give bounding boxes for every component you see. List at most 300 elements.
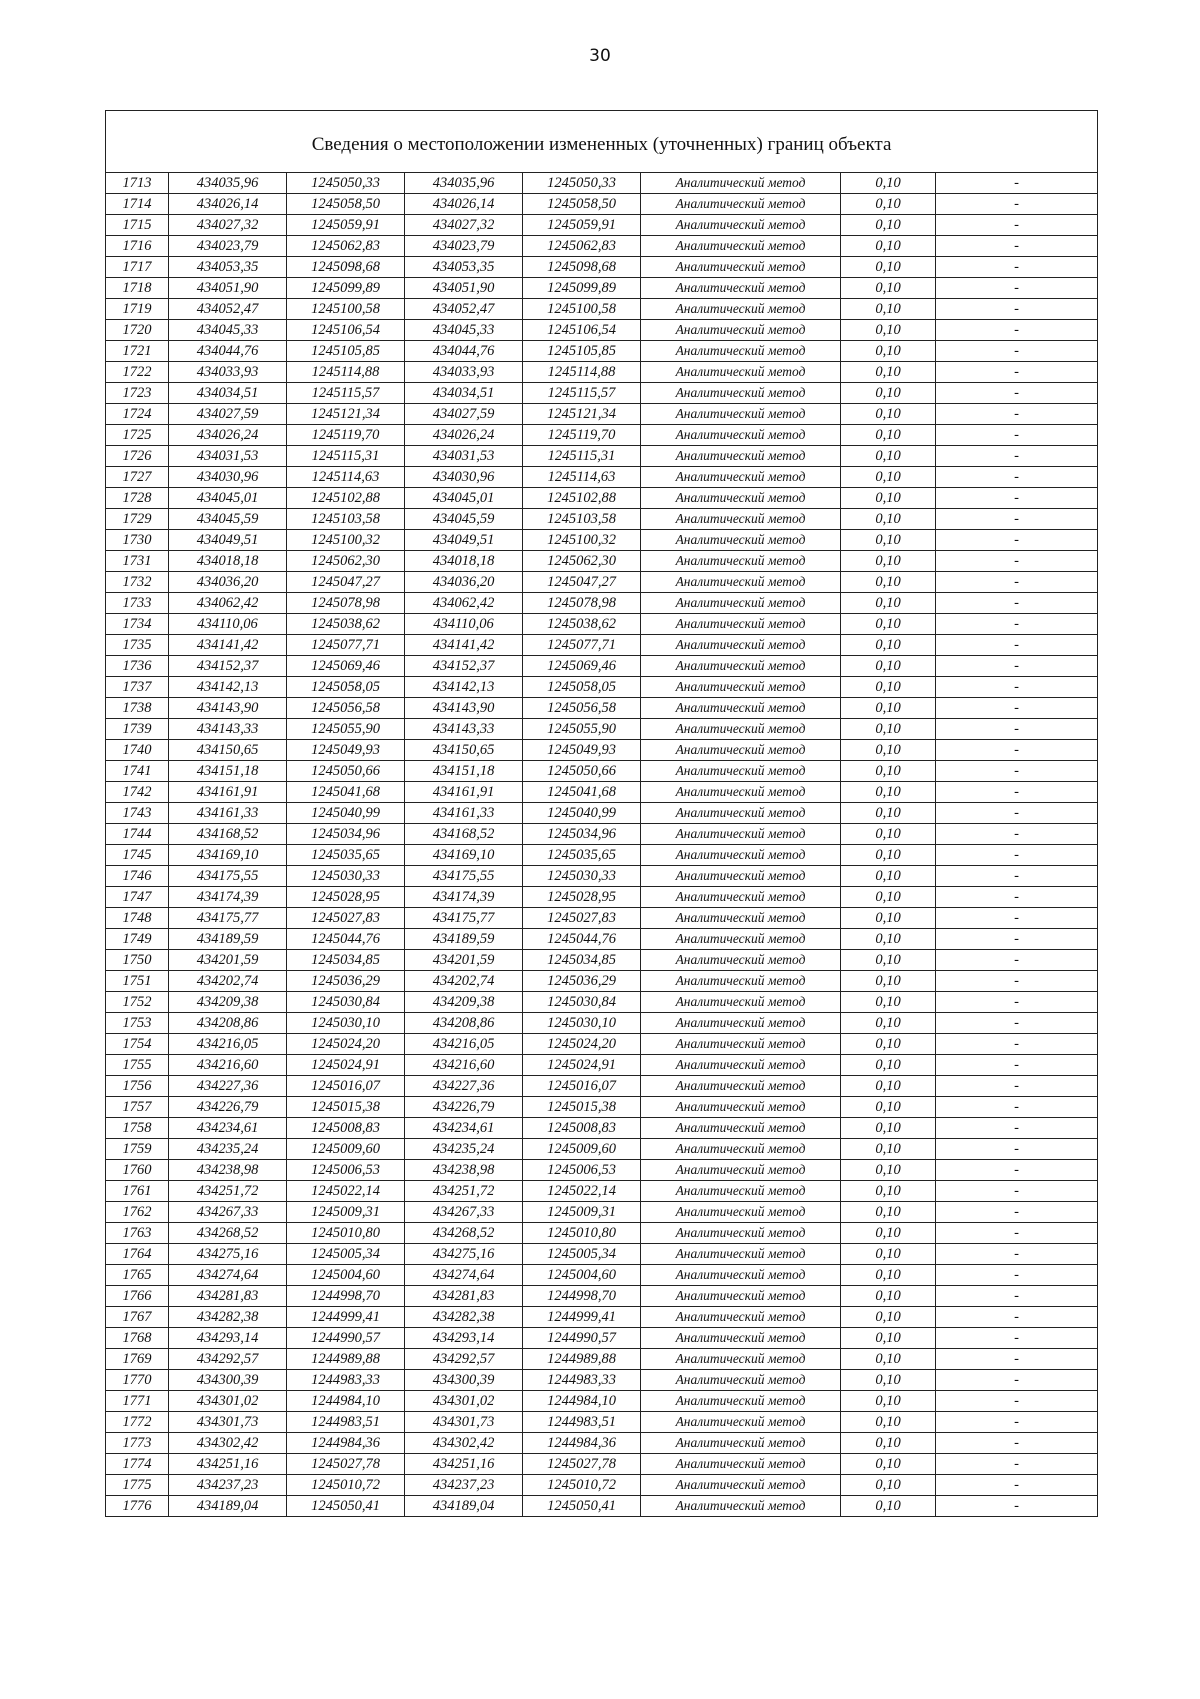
x-existing-cell: 434189,04 <box>169 1496 287 1517</box>
table-row <box>106 593 1098 614</box>
y-new-cell: 1245050,66 <box>523 761 641 782</box>
y-existing-cell: 1245004,60 <box>287 1265 405 1286</box>
x-existing-cell: 434302,42 <box>169 1433 287 1454</box>
point-number-cell: 1755 <box>106 1055 169 1076</box>
x-existing-cell: 434023,79 <box>169 236 287 257</box>
x-existing-cell: 434282,38 <box>169 1307 287 1328</box>
x-existing-cell: 434051,90 <box>169 278 287 299</box>
method-cell: Аналитический метод <box>641 1433 841 1454</box>
description-cell: - <box>936 719 1098 740</box>
accuracy-cell: 0,10 <box>841 845 936 866</box>
point-number-cell: 1760 <box>106 1160 169 1181</box>
accuracy-cell: 0,10 <box>841 1118 936 1139</box>
point-number-cell: 1744 <box>106 824 169 845</box>
point-number-cell: 1776 <box>106 1496 169 1517</box>
y-new-cell: 1245005,34 <box>523 1244 641 1265</box>
description-cell: - <box>936 1097 1098 1118</box>
x-new-cell: 434062,42 <box>405 593 523 614</box>
point-number-cell: 1737 <box>106 677 169 698</box>
table-row <box>106 530 1098 551</box>
accuracy-cell: 0,10 <box>841 341 936 362</box>
method-cell: Аналитический метод <box>641 740 841 761</box>
y-existing-cell: 1245006,53 <box>287 1160 405 1181</box>
table-row <box>106 1349 1098 1370</box>
y-existing-cell: 1245121,34 <box>287 404 405 425</box>
point-number-cell: 1767 <box>106 1307 169 1328</box>
description-cell: - <box>936 929 1098 950</box>
y-new-cell: 1244983,33 <box>523 1370 641 1391</box>
table-row <box>106 257 1098 278</box>
y-new-cell: 1245038,62 <box>523 614 641 635</box>
description-cell: - <box>936 824 1098 845</box>
table-row <box>106 383 1098 404</box>
x-existing-cell: 434045,01 <box>169 488 287 509</box>
description-cell: - <box>936 992 1098 1013</box>
x-existing-cell: 434301,73 <box>169 1412 287 1433</box>
accuracy-cell: 0,10 <box>841 824 936 845</box>
accuracy-cell: 0,10 <box>841 236 936 257</box>
description-cell: - <box>936 1265 1098 1286</box>
method-cell: Аналитический метод <box>641 1223 841 1244</box>
x-existing-cell: 434151,18 <box>169 761 287 782</box>
y-existing-cell: 1245030,10 <box>287 1013 405 1034</box>
x-new-cell: 434030,96 <box>405 467 523 488</box>
method-cell: Аналитический метод <box>641 1160 841 1181</box>
x-existing-cell: 434161,33 <box>169 803 287 824</box>
y-new-cell: 1245006,53 <box>523 1160 641 1181</box>
y-existing-cell: 1244998,70 <box>287 1286 405 1307</box>
y-existing-cell: 1245024,20 <box>287 1034 405 1055</box>
method-cell: Аналитический метод <box>641 1139 841 1160</box>
accuracy-cell: 0,10 <box>841 614 936 635</box>
accuracy-cell: 0,10 <box>841 1265 936 1286</box>
y-existing-cell: 1245016,07 <box>287 1076 405 1097</box>
table-row <box>106 1307 1098 1328</box>
accuracy-cell: 0,10 <box>841 551 936 572</box>
y-existing-cell: 1244999,41 <box>287 1307 405 1328</box>
page-number: 30 <box>589 46 611 66</box>
description-cell: - <box>936 194 1098 215</box>
table-row <box>106 1076 1098 1097</box>
x-new-cell: 434151,18 <box>405 761 523 782</box>
description-cell: - <box>936 425 1098 446</box>
y-new-cell: 1245022,14 <box>523 1181 641 1202</box>
point-number-cell: 1765 <box>106 1265 169 1286</box>
x-new-cell: 434026,14 <box>405 194 523 215</box>
description-cell: - <box>936 1286 1098 1307</box>
y-new-cell: 1245121,34 <box>523 404 641 425</box>
point-number-cell: 1730 <box>106 530 169 551</box>
point-number-cell: 1716 <box>106 236 169 257</box>
x-existing-cell: 434169,10 <box>169 845 287 866</box>
point-number-cell: 1722 <box>106 362 169 383</box>
method-cell: Аналитический метод <box>641 446 841 467</box>
accuracy-cell: 0,10 <box>841 782 936 803</box>
x-new-cell: 434175,77 <box>405 908 523 929</box>
table-row <box>106 404 1098 425</box>
point-number-cell: 1743 <box>106 803 169 824</box>
x-existing-cell: 434034,51 <box>169 383 287 404</box>
y-existing-cell: 1245028,95 <box>287 887 405 908</box>
method-cell: Аналитический метод <box>641 614 841 635</box>
y-new-cell: 1244984,36 <box>523 1433 641 1454</box>
method-cell: Аналитический метод <box>641 656 841 677</box>
x-new-cell: 434227,36 <box>405 1076 523 1097</box>
table-caption-row <box>106 111 1098 173</box>
x-existing-cell: 434027,59 <box>169 404 287 425</box>
accuracy-cell: 0,10 <box>841 1181 936 1202</box>
y-new-cell: 1245028,95 <box>523 887 641 908</box>
table-row <box>106 1391 1098 1412</box>
x-new-cell: 434189,04 <box>405 1496 523 1517</box>
description-cell: - <box>936 1034 1098 1055</box>
description-cell: - <box>936 1391 1098 1412</box>
x-new-cell: 434143,33 <box>405 719 523 740</box>
table-row <box>106 971 1098 992</box>
point-number-cell: 1768 <box>106 1328 169 1349</box>
x-existing-cell: 434027,32 <box>169 215 287 236</box>
accuracy-cell: 0,10 <box>841 1475 936 1496</box>
point-number-cell: 1773 <box>106 1433 169 1454</box>
y-new-cell: 1244989,88 <box>523 1349 641 1370</box>
y-existing-cell: 1245098,68 <box>287 257 405 278</box>
y-existing-cell: 1245009,31 <box>287 1202 405 1223</box>
description-cell: - <box>936 761 1098 782</box>
method-cell: Аналитический метод <box>641 488 841 509</box>
method-cell: Аналитический метод <box>641 1391 841 1412</box>
method-cell: Аналитический метод <box>641 866 841 887</box>
description-cell: - <box>936 530 1098 551</box>
x-new-cell: 434251,16 <box>405 1454 523 1475</box>
table-row <box>106 425 1098 446</box>
y-new-cell: 1245050,33 <box>523 173 641 194</box>
table-row <box>106 572 1098 593</box>
y-new-cell: 1245027,78 <box>523 1454 641 1475</box>
point-number-cell: 1745 <box>106 845 169 866</box>
y-existing-cell: 1245022,14 <box>287 1181 405 1202</box>
point-number-cell: 1727 <box>106 467 169 488</box>
x-existing-cell: 434143,33 <box>169 719 287 740</box>
point-number-cell: 1741 <box>106 761 169 782</box>
point-number-cell: 1769 <box>106 1349 169 1370</box>
x-new-cell: 434235,24 <box>405 1139 523 1160</box>
y-existing-cell: 1244990,57 <box>287 1328 405 1349</box>
description-cell: - <box>936 677 1098 698</box>
description-cell: - <box>936 404 1098 425</box>
y-existing-cell: 1245035,65 <box>287 845 405 866</box>
x-new-cell: 434169,10 <box>405 845 523 866</box>
y-existing-cell: 1245034,96 <box>287 824 405 845</box>
y-new-cell: 1245078,98 <box>523 593 641 614</box>
method-cell: Аналитический метод <box>641 1286 841 1307</box>
accuracy-cell: 0,10 <box>841 593 936 614</box>
accuracy-cell: 0,10 <box>841 257 936 278</box>
point-number-cell: 1763 <box>106 1223 169 1244</box>
x-existing-cell: 434045,33 <box>169 320 287 341</box>
y-new-cell: 1244990,57 <box>523 1328 641 1349</box>
x-new-cell: 434150,65 <box>405 740 523 761</box>
accuracy-cell: 0,10 <box>841 1307 936 1328</box>
accuracy-cell: 0,10 <box>841 1328 936 1349</box>
table-row <box>106 761 1098 782</box>
accuracy-cell: 0,10 <box>841 173 936 194</box>
method-cell: Аналитический метод <box>641 278 841 299</box>
y-new-cell: 1245115,57 <box>523 383 641 404</box>
x-new-cell: 434216,05 <box>405 1034 523 1055</box>
x-existing-cell: 434201,59 <box>169 950 287 971</box>
x-existing-cell: 434238,98 <box>169 1160 287 1181</box>
accuracy-cell: 0,10 <box>841 509 936 530</box>
accuracy-cell: 0,10 <box>841 404 936 425</box>
y-existing-cell: 1245044,76 <box>287 929 405 950</box>
method-cell: Аналитический метод <box>641 1454 841 1475</box>
accuracy-cell: 0,10 <box>841 677 936 698</box>
y-existing-cell: 1245114,88 <box>287 362 405 383</box>
accuracy-cell: 0,10 <box>841 698 936 719</box>
accuracy-cell: 0,10 <box>841 383 936 404</box>
description-cell: - <box>936 383 1098 404</box>
x-existing-cell: 434226,79 <box>169 1097 287 1118</box>
x-new-cell: 434201,59 <box>405 950 523 971</box>
point-number-cell: 1762 <box>106 1202 169 1223</box>
description-cell: - <box>936 362 1098 383</box>
y-existing-cell: 1245024,91 <box>287 1055 405 1076</box>
method-cell: Аналитический метод <box>641 320 841 341</box>
point-number-cell: 1748 <box>106 908 169 929</box>
method-cell: Аналитический метод <box>641 950 841 971</box>
y-existing-cell: 1245038,62 <box>287 614 405 635</box>
x-new-cell: 434018,18 <box>405 551 523 572</box>
method-cell: Аналитический метод <box>641 845 841 866</box>
x-new-cell: 434168,52 <box>405 824 523 845</box>
x-existing-cell: 434052,47 <box>169 299 287 320</box>
description-cell: - <box>936 887 1098 908</box>
y-new-cell: 1245047,27 <box>523 572 641 593</box>
x-existing-cell: 434300,39 <box>169 1370 287 1391</box>
method-cell: Аналитический метод <box>641 341 841 362</box>
x-existing-cell: 434031,53 <box>169 446 287 467</box>
y-new-cell: 1245055,90 <box>523 719 641 740</box>
x-new-cell: 434049,51 <box>405 530 523 551</box>
x-new-cell: 434275,16 <box>405 1244 523 1265</box>
accuracy-cell: 0,10 <box>841 950 936 971</box>
x-existing-cell: 434293,14 <box>169 1328 287 1349</box>
y-existing-cell: 1245055,90 <box>287 719 405 740</box>
accuracy-cell: 0,10 <box>841 887 936 908</box>
y-new-cell: 1245034,96 <box>523 824 641 845</box>
method-cell: Аналитический метод <box>641 677 841 698</box>
x-new-cell: 434052,47 <box>405 299 523 320</box>
description-cell: - <box>936 341 1098 362</box>
description-cell: - <box>936 1181 1098 1202</box>
method-cell: Аналитический метод <box>641 593 841 614</box>
x-existing-cell: 434234,61 <box>169 1118 287 1139</box>
x-existing-cell: 434208,86 <box>169 1013 287 1034</box>
accuracy-cell: 0,10 <box>841 362 936 383</box>
description-cell: - <box>936 740 1098 761</box>
table-row <box>106 1097 1098 1118</box>
table-row <box>106 698 1098 719</box>
table-row <box>106 1118 1098 1139</box>
x-existing-cell: 434141,42 <box>169 635 287 656</box>
point-number-cell: 1733 <box>106 593 169 614</box>
x-existing-cell: 434110,06 <box>169 614 287 635</box>
y-new-cell: 1245036,29 <box>523 971 641 992</box>
y-new-cell: 1245114,88 <box>523 362 641 383</box>
accuracy-cell: 0,10 <box>841 1244 936 1265</box>
accuracy-cell: 0,10 <box>841 488 936 509</box>
description-cell: - <box>936 278 1098 299</box>
point-number-cell: 1775 <box>106 1475 169 1496</box>
y-existing-cell: 1245015,38 <box>287 1097 405 1118</box>
y-existing-cell: 1245008,83 <box>287 1118 405 1139</box>
accuracy-cell: 0,10 <box>841 761 936 782</box>
description-cell: - <box>936 1139 1098 1160</box>
y-existing-cell: 1245062,83 <box>287 236 405 257</box>
x-new-cell: 434202,74 <box>405 971 523 992</box>
table-row <box>106 488 1098 509</box>
y-existing-cell: 1245058,50 <box>287 194 405 215</box>
table-row <box>106 278 1098 299</box>
table-row <box>106 509 1098 530</box>
point-number-cell: 1770 <box>106 1370 169 1391</box>
y-existing-cell: 1245036,29 <box>287 971 405 992</box>
y-existing-cell: 1245009,60 <box>287 1139 405 1160</box>
y-existing-cell: 1245114,63 <box>287 467 405 488</box>
description-cell: - <box>936 614 1098 635</box>
description-cell: - <box>936 656 1098 677</box>
x-existing-cell: 434150,65 <box>169 740 287 761</box>
x-new-cell: 434300,39 <box>405 1370 523 1391</box>
description-cell: - <box>936 257 1098 278</box>
method-cell: Аналитический метод <box>641 761 841 782</box>
x-new-cell: 434189,59 <box>405 929 523 950</box>
y-new-cell: 1245024,91 <box>523 1055 641 1076</box>
x-existing-cell: 434026,24 <box>169 425 287 446</box>
method-cell: Аналитический метод <box>641 1244 841 1265</box>
table-row <box>106 845 1098 866</box>
method-cell: Аналитический метод <box>641 509 841 530</box>
y-existing-cell: 1245099,89 <box>287 278 405 299</box>
y-new-cell: 1245049,93 <box>523 740 641 761</box>
x-existing-cell: 434175,55 <box>169 866 287 887</box>
description-cell: - <box>936 215 1098 236</box>
accuracy-cell: 0,10 <box>841 572 936 593</box>
x-existing-cell: 434202,74 <box>169 971 287 992</box>
accuracy-cell: 0,10 <box>841 992 936 1013</box>
table-row <box>106 1160 1098 1181</box>
accuracy-cell: 0,10 <box>841 656 936 677</box>
accuracy-cell: 0,10 <box>841 299 936 320</box>
x-new-cell: 434034,51 <box>405 383 523 404</box>
y-new-cell: 1244998,70 <box>523 1286 641 1307</box>
description-cell: - <box>936 446 1098 467</box>
y-new-cell: 1245035,65 <box>523 845 641 866</box>
table-row <box>106 824 1098 845</box>
x-existing-cell: 434209,38 <box>169 992 287 1013</box>
table-row <box>106 950 1098 971</box>
point-number-cell: 1721 <box>106 341 169 362</box>
point-number-cell: 1728 <box>106 488 169 509</box>
y-new-cell: 1244984,10 <box>523 1391 641 1412</box>
accuracy-cell: 0,10 <box>841 1496 936 1517</box>
y-new-cell: 1245062,83 <box>523 236 641 257</box>
description-cell: - <box>936 173 1098 194</box>
y-existing-cell: 1245115,57 <box>287 383 405 404</box>
x-existing-cell: 434268,52 <box>169 1223 287 1244</box>
point-number-cell: 1731 <box>106 551 169 572</box>
point-number-cell: 1732 <box>106 572 169 593</box>
table-row <box>106 782 1098 803</box>
x-new-cell: 434274,64 <box>405 1265 523 1286</box>
accuracy-cell: 0,10 <box>841 1412 936 1433</box>
description-cell: - <box>936 1328 1098 1349</box>
method-cell: Аналитический метод <box>641 1496 841 1517</box>
y-existing-cell: 1245077,71 <box>287 635 405 656</box>
description-cell: - <box>936 1454 1098 1475</box>
x-new-cell: 434238,98 <box>405 1160 523 1181</box>
method-cell: Аналитический метод <box>641 971 841 992</box>
x-new-cell: 434301,73 <box>405 1412 523 1433</box>
y-existing-cell: 1245119,70 <box>287 425 405 446</box>
method-cell: Аналитический метод <box>641 803 841 824</box>
description-cell: - <box>936 467 1098 488</box>
x-existing-cell: 434152,37 <box>169 656 287 677</box>
y-new-cell: 1245015,38 <box>523 1097 641 1118</box>
x-existing-cell: 434292,57 <box>169 1349 287 1370</box>
point-number-cell: 1740 <box>106 740 169 761</box>
point-number-cell: 1713 <box>106 173 169 194</box>
accuracy-cell: 0,10 <box>841 1391 936 1412</box>
y-new-cell: 1245077,71 <box>523 635 641 656</box>
method-cell: Аналитический метод <box>641 194 841 215</box>
y-new-cell: 1245008,83 <box>523 1118 641 1139</box>
y-new-cell: 1245114,63 <box>523 467 641 488</box>
y-existing-cell: 1245100,32 <box>287 530 405 551</box>
method-cell: Аналитический метод <box>641 929 841 950</box>
table-row <box>106 341 1098 362</box>
accuracy-cell: 0,10 <box>841 1202 936 1223</box>
table-row <box>106 1223 1098 1244</box>
y-existing-cell: 1245069,46 <box>287 656 405 677</box>
x-new-cell: 434141,42 <box>405 635 523 656</box>
x-new-cell: 434161,91 <box>405 782 523 803</box>
accuracy-cell: 0,10 <box>841 1055 936 1076</box>
x-new-cell: 434044,76 <box>405 341 523 362</box>
y-new-cell: 1245010,80 <box>523 1223 641 1244</box>
method-cell: Аналитический метод <box>641 992 841 1013</box>
x-existing-cell: 434018,18 <box>169 551 287 572</box>
y-new-cell: 1245100,58 <box>523 299 641 320</box>
description-cell: - <box>936 971 1098 992</box>
y-new-cell: 1245034,85 <box>523 950 641 971</box>
description-cell: - <box>936 1055 1098 1076</box>
accuracy-cell: 0,10 <box>841 1097 936 1118</box>
x-new-cell: 434281,83 <box>405 1286 523 1307</box>
description-cell: - <box>936 1118 1098 1139</box>
accuracy-cell: 0,10 <box>841 320 936 341</box>
x-new-cell: 434143,90 <box>405 698 523 719</box>
table-row <box>106 215 1098 236</box>
description-cell: - <box>936 845 1098 866</box>
table-row <box>106 1202 1098 1223</box>
accuracy-cell: 0,10 <box>841 194 936 215</box>
point-number-cell: 1753 <box>106 1013 169 1034</box>
y-existing-cell: 1245056,58 <box>287 698 405 719</box>
point-number-cell: 1751 <box>106 971 169 992</box>
point-number-cell: 1717 <box>106 257 169 278</box>
description-cell: - <box>936 1307 1098 1328</box>
